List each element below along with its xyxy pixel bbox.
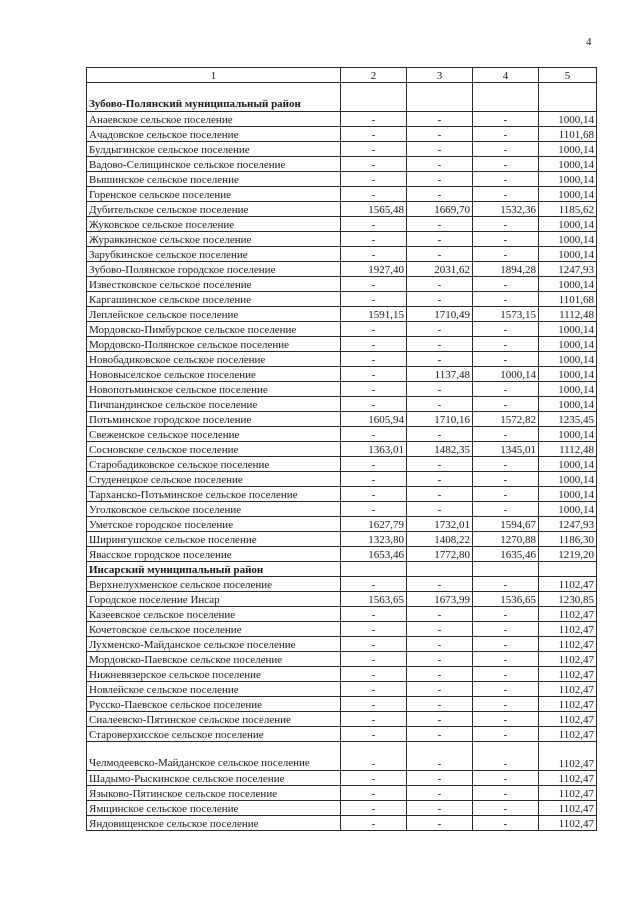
value-col-3: - (407, 397, 473, 412)
value-col-5: 1000,14 (539, 397, 597, 412)
settlement-name: Нововыселское сельское поселение (87, 367, 341, 382)
settlement-name: Русско-Паевское сельское поселение (87, 697, 341, 712)
settlement-name: Жуковское сельское поселение (87, 217, 341, 232)
table-row (87, 712, 597, 727)
table-row (87, 622, 597, 637)
table-row (87, 472, 597, 487)
settlement-name: Уголковское сельское поселение (87, 502, 341, 517)
value-col-4: - (473, 786, 539, 801)
settlement-name: Новобадиковское сельское поселение (87, 352, 341, 367)
value-col-3: - (407, 157, 473, 172)
value-col-2: - (341, 277, 407, 292)
value-col-5: 1101,68 (539, 127, 597, 142)
value-col-4: 1635,46 (473, 547, 539, 562)
settlement-name: Новопотьминское сельское поселение (87, 382, 341, 397)
table-header-row (87, 68, 597, 83)
table-row (87, 217, 597, 232)
value-col-3: - (407, 771, 473, 786)
value-col-5: 1235,45 (539, 412, 597, 427)
table-row (87, 637, 597, 652)
value-col-3: 1137,48 (407, 367, 473, 382)
value-col-5: 1102,47 (539, 577, 597, 592)
table-row (87, 607, 597, 622)
value-col-4: - (473, 607, 539, 622)
value-col-2: - (341, 472, 407, 487)
value-col-3: - (407, 577, 473, 592)
value-col-4: - (473, 682, 539, 697)
value-col-3: - (407, 607, 473, 622)
empty-cell (473, 83, 539, 112)
value-col-3: - (407, 112, 473, 127)
value-col-2: - (341, 247, 407, 262)
value-col-4: - (473, 292, 539, 307)
value-col-5: 1000,14 (539, 277, 597, 292)
value-col-4: - (473, 142, 539, 157)
value-col-5: 1102,47 (539, 801, 597, 816)
value-col-5: 1000,14 (539, 352, 597, 367)
table-row (87, 427, 597, 442)
value-col-4: - (473, 187, 539, 202)
table-row (87, 547, 597, 562)
settlement-name: Шадымо-Рыскинское сельское поселение (87, 771, 341, 786)
value-col-5: 1247,93 (539, 517, 597, 532)
value-col-5: 1102,47 (539, 637, 597, 652)
empty-cell (341, 83, 407, 112)
value-col-5: 1102,47 (539, 816, 597, 831)
value-col-5: 1102,47 (539, 607, 597, 622)
value-col-2: - (341, 786, 407, 801)
table-row (87, 322, 597, 337)
value-col-3: 1408,22 (407, 532, 473, 547)
settlement-name: Свеженское сельское поселение (87, 427, 341, 442)
value-col-4: - (473, 472, 539, 487)
value-col-3: - (407, 277, 473, 292)
value-col-3: - (407, 487, 473, 502)
value-col-4: - (473, 397, 539, 412)
page-number: 4 (586, 36, 592, 48)
value-col-4: 1894,28 (473, 262, 539, 277)
value-col-4: 1270,88 (473, 532, 539, 547)
value-col-3: - (407, 352, 473, 367)
settlement-name: Пичпандинское сельское поселение (87, 397, 341, 412)
value-col-4: - (473, 816, 539, 831)
value-col-3: - (407, 247, 473, 262)
column-header-3: 3 (407, 68, 473, 83)
empty-cell (539, 83, 597, 112)
settlement-name: Горенское сельское поселение (87, 187, 341, 202)
settlement-name: Анаевское сельское поселение (87, 112, 341, 127)
value-col-5: 1000,14 (539, 217, 597, 232)
value-col-2: - (341, 127, 407, 142)
value-col-5: 1102,47 (539, 712, 597, 727)
table-row (87, 232, 597, 247)
table-row (87, 262, 597, 277)
settlement-name: Яндовищенское сельское поселение (87, 816, 341, 831)
value-col-5: 1000,14 (539, 112, 597, 127)
value-col-3: - (407, 727, 473, 742)
settlement-name: Явасское городское поселение (87, 547, 341, 562)
settlement-name: Студенецкое сельское поселение (87, 472, 341, 487)
value-col-5: 1219,20 (539, 547, 597, 562)
value-col-5: 1102,47 (539, 786, 597, 801)
settlement-name: Староверхисское сельское поселение (87, 727, 341, 742)
value-col-4: - (473, 277, 539, 292)
value-col-4: - (473, 247, 539, 262)
table-row (87, 382, 597, 397)
settlement-name: Потьминское городское поселение (87, 412, 341, 427)
value-col-5: 1102,47 (539, 667, 597, 682)
value-col-3: - (407, 292, 473, 307)
settlement-name: Мордовско-Полянское сельское поселение (87, 337, 341, 352)
value-col-2: 1653,46 (341, 547, 407, 562)
value-col-2: - (341, 502, 407, 517)
value-col-4: - (473, 112, 539, 127)
value-col-3: - (407, 697, 473, 712)
table-row (87, 397, 597, 412)
table-row (87, 682, 597, 697)
value-col-2: - (341, 742, 407, 771)
settlement-name: Уметское городское поселение (87, 517, 341, 532)
table-row (87, 292, 597, 307)
table-row (87, 742, 597, 771)
settlement-name: Лухменско-Майданское сельское поселение (87, 637, 341, 652)
value-col-2: 1627,79 (341, 517, 407, 532)
settlement-name: Новлейское сельское поселение (87, 682, 341, 697)
value-col-4: - (473, 232, 539, 247)
district-name: Зубово-Полянский муниципальный район (87, 83, 341, 112)
value-col-3: - (407, 682, 473, 697)
value-col-4: 1573,15 (473, 307, 539, 322)
value-col-2: - (341, 682, 407, 697)
settlement-name: Ямщинское сельское поселение (87, 801, 341, 816)
value-col-3: - (407, 187, 473, 202)
value-col-3: - (407, 742, 473, 771)
table-row (87, 307, 597, 322)
value-col-4: - (473, 667, 539, 682)
value-col-3: - (407, 801, 473, 816)
table-row (87, 112, 597, 127)
value-col-5: 1000,14 (539, 187, 597, 202)
value-col-2: - (341, 142, 407, 157)
value-col-5: 1185,62 (539, 202, 597, 217)
table-row (87, 352, 597, 367)
value-col-4: - (473, 457, 539, 472)
value-col-3: 2031,62 (407, 262, 473, 277)
settlement-name: Леплейское сельское поселение (87, 307, 341, 322)
table-row (87, 187, 597, 202)
value-col-2: - (341, 292, 407, 307)
table-body (87, 83, 597, 831)
value-col-2: 1363,01 (341, 442, 407, 457)
settlement-name: Сиалеевско-Пятинское сельское поселение (87, 712, 341, 727)
table-row (87, 577, 597, 592)
settlement-name: Челмодеевско-Майданское сельское поселение (87, 742, 341, 771)
table-row (87, 487, 597, 502)
value-col-4: - (473, 157, 539, 172)
value-col-2: - (341, 187, 407, 202)
value-col-3: - (407, 637, 473, 652)
value-col-2: - (341, 337, 407, 352)
settlement-name: Языково-Пятинское сельское поселение (87, 786, 341, 801)
value-col-5: 1102,47 (539, 622, 597, 637)
value-col-3: - (407, 427, 473, 442)
value-col-5: 1247,93 (539, 262, 597, 277)
settlement-name: Ширингушское сельское поселение (87, 532, 341, 547)
value-col-2: - (341, 457, 407, 472)
table-row (87, 412, 597, 427)
value-col-5: 1000,14 (539, 142, 597, 157)
value-col-5: 1112,48 (539, 307, 597, 322)
table-row (87, 667, 597, 682)
value-col-4: - (473, 352, 539, 367)
table-row (87, 801, 597, 816)
settlement-name: Вышинское сельское поселение (87, 172, 341, 187)
value-col-2: - (341, 382, 407, 397)
value-col-2: - (341, 232, 407, 247)
value-col-3: 1669,70 (407, 202, 473, 217)
empty-cell (341, 562, 407, 577)
value-col-2: - (341, 112, 407, 127)
empty-cell (473, 562, 539, 577)
table-row (87, 142, 597, 157)
value-col-4: - (473, 727, 539, 742)
value-col-3: - (407, 667, 473, 682)
value-col-5: 1000,14 (539, 157, 597, 172)
value-col-5: 1000,14 (539, 367, 597, 382)
table-row (87, 127, 597, 142)
settlement-name: Тарханско-Потьминское сельское поселение (87, 487, 341, 502)
value-col-3: - (407, 217, 473, 232)
value-col-2: - (341, 816, 407, 831)
table-row (87, 652, 597, 667)
value-col-3: - (407, 786, 473, 801)
table-row (87, 771, 597, 786)
settlement-name: Журавкинское сельское поселение (87, 232, 341, 247)
value-col-4: 1345,01 (473, 442, 539, 457)
value-col-2: - (341, 712, 407, 727)
value-col-4: - (473, 487, 539, 502)
value-col-2: - (341, 771, 407, 786)
value-col-4: - (473, 637, 539, 652)
table-row (87, 247, 597, 262)
value-col-4: - (473, 652, 539, 667)
value-col-5: 1000,14 (539, 232, 597, 247)
value-col-4: - (473, 622, 539, 637)
value-col-2: - (341, 652, 407, 667)
value-col-4: 1536,65 (473, 592, 539, 607)
value-col-4: 1572,82 (473, 412, 539, 427)
settlement-name: Известковское сельское поселение (87, 277, 341, 292)
value-col-2: 1323,80 (341, 532, 407, 547)
value-col-3: 1482,35 (407, 442, 473, 457)
value-col-3: - (407, 457, 473, 472)
value-col-3: - (407, 322, 473, 337)
settlement-name: Верхнелухменское сельское поселение (87, 577, 341, 592)
value-col-2: - (341, 622, 407, 637)
value-col-2: 1565,48 (341, 202, 407, 217)
table-row (87, 697, 597, 712)
value-col-4: - (473, 801, 539, 816)
settlement-name: Булдыгинское сельское поселение (87, 142, 341, 157)
value-col-2: - (341, 801, 407, 816)
value-col-4: - (473, 322, 539, 337)
value-col-2: - (341, 217, 407, 232)
value-col-2: - (341, 667, 407, 682)
settlement-name: Каргашинское сельское поселение (87, 292, 341, 307)
value-col-5: 1000,14 (539, 502, 597, 517)
value-col-5: 1000,14 (539, 172, 597, 187)
value-col-5: 1000,14 (539, 322, 597, 337)
value-col-2: - (341, 427, 407, 442)
column-header-5: 5 (539, 68, 597, 83)
value-col-4: - (473, 577, 539, 592)
settlement-name: Кочетовское сельское поселение (87, 622, 341, 637)
value-col-3: - (407, 142, 473, 157)
table-row (87, 157, 597, 172)
settlement-name: Городское поселение Инсар (87, 592, 341, 607)
value-col-3: - (407, 127, 473, 142)
value-col-2: - (341, 577, 407, 592)
value-col-2: 1563,65 (341, 592, 407, 607)
value-col-5: 1102,47 (539, 771, 597, 786)
settlement-name: Зубово-Полянское городское поселение (87, 262, 341, 277)
value-col-3: - (407, 622, 473, 637)
value-col-3: - (407, 172, 473, 187)
district-name: Инсарский муниципальный район (87, 562, 341, 577)
value-col-5: 1102,47 (539, 727, 597, 742)
table-row (87, 816, 597, 831)
settlement-name: Дубительское сельское поселение (87, 202, 341, 217)
value-col-3: 1732,01 (407, 517, 473, 532)
value-col-2: - (341, 697, 407, 712)
value-col-2: - (341, 487, 407, 502)
settlement-name: Мордовско-Пимбурское сельское поселение (87, 322, 341, 337)
value-col-2: - (341, 637, 407, 652)
value-col-3: 1772,80 (407, 547, 473, 562)
value-col-3: - (407, 232, 473, 247)
value-col-3: 1673,99 (407, 592, 473, 607)
value-col-3: 1710,16 (407, 412, 473, 427)
value-col-4: - (473, 382, 539, 397)
value-col-3: 1710,49 (407, 307, 473, 322)
settlement-name: Вадово-Селищинское сельское поселение (87, 157, 341, 172)
column-header-4: 4 (473, 68, 539, 83)
value-col-5: 1000,14 (539, 382, 597, 397)
settlement-name: Зарубкинское сельское поселение (87, 247, 341, 262)
empty-cell (539, 562, 597, 577)
value-col-5: 1102,47 (539, 697, 597, 712)
value-col-2: - (341, 397, 407, 412)
table-row (87, 502, 597, 517)
value-col-5: 1102,47 (539, 652, 597, 667)
value-col-4: - (473, 712, 539, 727)
table-row (87, 202, 597, 217)
value-col-2: - (341, 352, 407, 367)
value-col-3: - (407, 816, 473, 831)
settlement-name: Сосновское сельское поселение (87, 442, 341, 457)
settlement-name: Мордовско-Паевское сельское поселение (87, 652, 341, 667)
settlement-name: Ачадовское сельское поселение (87, 127, 341, 142)
value-col-2: - (341, 727, 407, 742)
value-col-4: 1532,36 (473, 202, 539, 217)
value-col-5: 1230,85 (539, 592, 597, 607)
table-row (87, 457, 597, 472)
value-col-5: 1112,48 (539, 442, 597, 457)
tariff-table (86, 67, 597, 831)
table-row (87, 727, 597, 742)
table-row (87, 592, 597, 607)
value-col-3: - (407, 502, 473, 517)
table-row (87, 442, 597, 457)
value-col-2: 1591,15 (341, 307, 407, 322)
value-col-4: - (473, 127, 539, 142)
empty-cell (407, 83, 473, 112)
value-col-5: 1186,30 (539, 532, 597, 547)
value-col-2: 1605,94 (341, 412, 407, 427)
value-col-2: - (341, 157, 407, 172)
table-row (87, 532, 597, 547)
value-col-3: - (407, 712, 473, 727)
table-row (87, 367, 597, 382)
value-col-4: - (473, 502, 539, 517)
value-col-3: - (407, 382, 473, 397)
empty-cell (407, 562, 473, 577)
table-row (87, 277, 597, 292)
value-col-2: - (341, 367, 407, 382)
value-col-5: 1102,47 (539, 682, 597, 697)
value-col-2: 1927,40 (341, 262, 407, 277)
settlement-name: Казеевское сельское поселение (87, 607, 341, 622)
value-col-3: - (407, 652, 473, 667)
value-col-3: - (407, 337, 473, 352)
table-row (87, 786, 597, 801)
value-col-5: 1000,14 (539, 472, 597, 487)
value-col-5: 1000,14 (539, 487, 597, 502)
value-col-5: 1000,14 (539, 247, 597, 262)
value-col-5: 1102,47 (539, 742, 597, 771)
district-row (87, 83, 597, 112)
value-col-5: 1000,14 (539, 457, 597, 472)
table-row (87, 337, 597, 352)
value-col-5: 1000,14 (539, 337, 597, 352)
value-col-4: 1000,14 (473, 367, 539, 382)
value-col-4: - (473, 172, 539, 187)
settlement-name: Старобадиковское сельское поселение (87, 457, 341, 472)
value-col-4: - (473, 697, 539, 712)
value-col-4: - (473, 337, 539, 352)
column-header-2: 2 (341, 68, 407, 83)
value-col-2: - (341, 172, 407, 187)
value-col-4: - (473, 771, 539, 786)
value-col-4: - (473, 742, 539, 771)
value-col-5: 1101,68 (539, 292, 597, 307)
table-row (87, 517, 597, 532)
value-col-3: - (407, 472, 473, 487)
district-row (87, 562, 597, 577)
settlement-name: Нижневязерское сельское поселение (87, 667, 341, 682)
value-col-2: - (341, 607, 407, 622)
value-col-5: 1000,14 (539, 427, 597, 442)
column-header-1: 1 (87, 68, 341, 83)
value-col-4: - (473, 217, 539, 232)
value-col-4: - (473, 427, 539, 442)
value-col-4: 1594,67 (473, 517, 539, 532)
table-row (87, 172, 597, 187)
value-col-2: - (341, 322, 407, 337)
